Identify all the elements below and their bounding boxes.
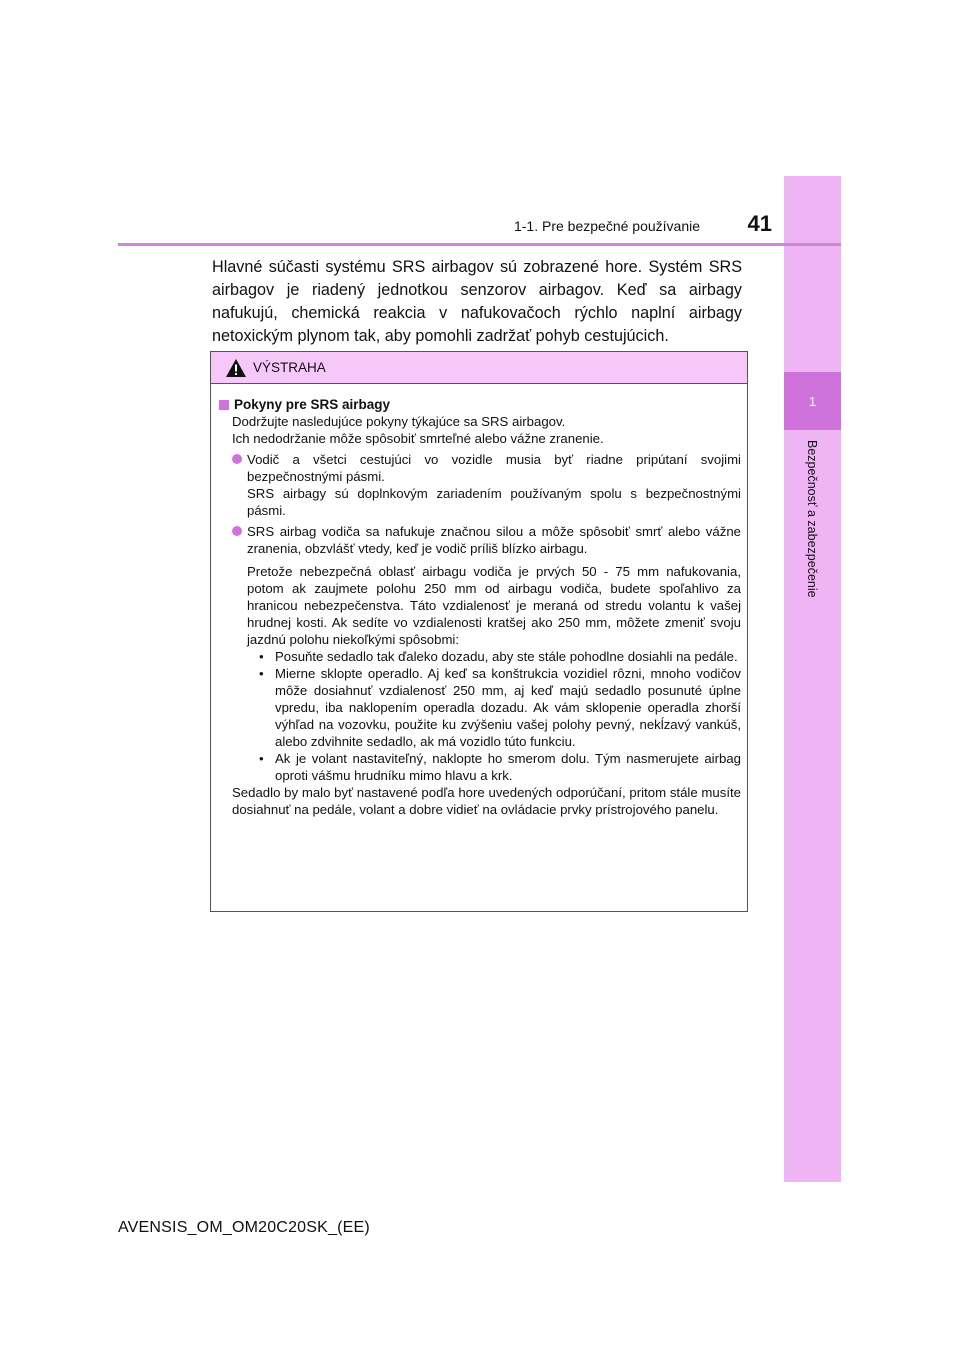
sub-list-item <box>219 750 741 784</box>
sub-list-item <box>219 665 741 750</box>
chapter-title: Bezpečnosť a zabezpečenie <box>805 440 819 598</box>
warning-label: VÝSTRAHA <box>253 360 326 375</box>
bullet-text: SRS airbag vodiča sa nafukuje značnou silou a môže spôsobiť smrť alebo vážne zranenia, obzvlášť vtedy, keď je vodič príliš blízko airbagu. <box>247 524 741 556</box>
intro-paragraph: Hlavné súčasti systému SRS airbagov sú zobrazené hore. Systém SRS airbagov je riadený jednotkou senzorov airbagov. Keď sa airbagy nafukujú, chemická reakcia v nafukovačoch rýchlo naplní airbagy netoxickým plynom tak, aby pomohli zadržať pohyb cestujúcich. <box>212 258 742 345</box>
warning-triangle-icon <box>225 358 247 378</box>
warning-intro-line: Dodržujte nasledujúce pokyny týkajúce sa SRS airbagov. <box>232 414 566 429</box>
warning-paragraph: Pretože nebezpečná oblasť airbagu vodiča je prvých 50 - 75 mm nafukovania, potom ak zaujmete polohu 250 mm od airbagu vodiča, budete spoľahlivo za hranicou nebezpečenstva. Táto vzdialenosť je meraná od stredu volantu k vašej hrudnej kosti. Ak sedíte vo vzdialenosti kratšej ako 250 mm, môžete zmeniť svoju jazdnú polohu niekoľkými spôsobmi: <box>247 564 741 647</box>
sub-bullet-text: Mierne sklopte operadlo. Aj keď sa konštrukcia vozidiel rôzni, mnoho vodičov môže dosiahnuť vzdialenosť 250 mm, aj keď majú sedadlo posunuté úplne vpredu, iba naklopením operadla dozadu. Ak vám sklopenie operadla zhorší výhľad na vozovku, použite ku zvýšeniu vašej polohy pevný, nekĺzavý vankúš, alebo zdvihnite sedadlo, ak má vozidlo túto funkciu. <box>275 666 741 749</box>
warning-closing: Sedadlo by malo byť nastavené podľa hore uvedených odporúčaní, pritom stále musíte dosiahnuť na pedále, volant a dobre vidieť na ovládacie prvky prístrojového panelu. <box>232 785 741 817</box>
round-bullet-icon <box>232 526 242 536</box>
sub-bullet-marker: • <box>259 751 264 766</box>
header-divider <box>118 243 841 246</box>
chapter-number: 1 <box>784 372 841 430</box>
warning-title <box>219 396 741 413</box>
list-item <box>219 451 741 519</box>
sub-bullet-marker: • <box>259 649 264 664</box>
sub-list-item <box>219 648 741 665</box>
warning-title-text: Pokyny pre SRS airbagy <box>234 397 391 412</box>
square-bullet-icon <box>219 400 229 410</box>
bullet-text: SRS airbagy sú doplnkovým zariadením používaným spolu s bezpečnostnými pásmi. <box>247 486 741 518</box>
round-bullet-icon <box>232 454 242 464</box>
bullet-text: Vodič a všetci cestujúci vo vozidle musia byť riadne pripútaní svojimi bezpečnostnými pásmi. <box>247 452 741 484</box>
sub-bullet-text: Posuňte sedadlo tak ďaleko dozadu, aby ste stále pohodlne dosiahli na pedále. <box>275 649 738 664</box>
chapter-side-tab <box>784 176 841 1182</box>
warning-header <box>211 352 747 384</box>
list-item <box>219 523 741 557</box>
document-code-footer: AVENSIS_OM_OM20C20SK_(EE) <box>118 1219 370 1236</box>
warning-intro-line: Ich nedodržanie môže spôsobiť smrteľné alebo vážne zranenie. <box>232 431 604 446</box>
section-title: 1-1. Pre bezpečné používanie <box>513 218 700 234</box>
warning-body <box>211 384 747 818</box>
page-number: 41 <box>747 211 772 236</box>
sub-bullet-marker: • <box>259 666 264 681</box>
warning-box <box>210 351 748 912</box>
sub-bullet-text: Ak je volant nastaviteľný, naklopte ho smerom dolu. Tým nasmerujete airbag oproti vášmu hrudníku mimo hlavu a krk. <box>275 751 741 783</box>
